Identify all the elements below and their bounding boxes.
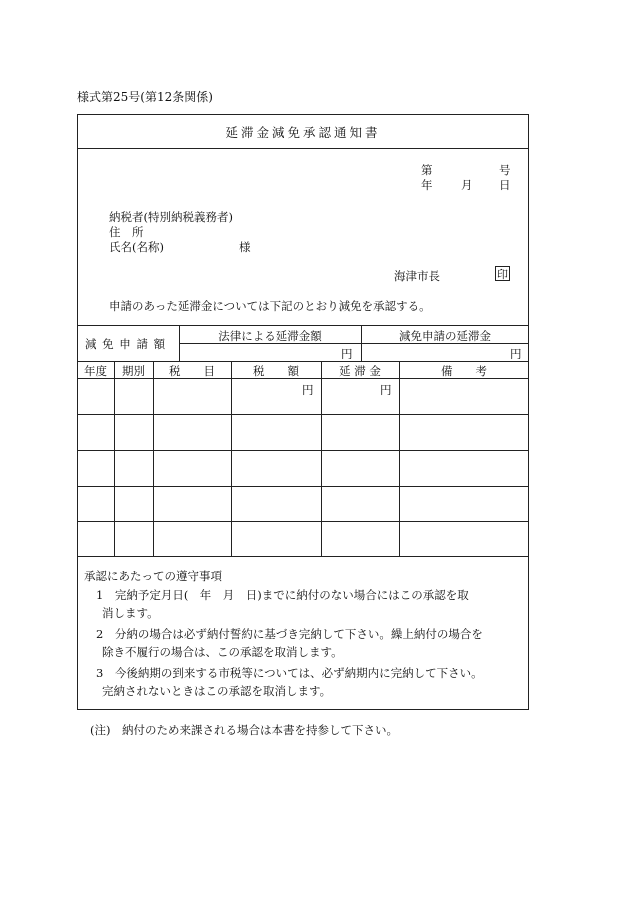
header-remarks: 備 考: [441, 364, 487, 378]
title-divider: [77, 148, 529, 149]
header-tax-item: 税 目: [169, 364, 215, 378]
legal-amount-unit: 円: [341, 347, 353, 361]
header-late-fee: 延 滞 金: [339, 364, 381, 378]
form-number: 様式第25号(第12条関係): [77, 90, 213, 104]
doc-number-suffix: 号: [499, 163, 511, 177]
late-fee-unit: 円: [380, 383, 392, 397]
table-row-line: [77, 521, 529, 522]
tax-amount-unit: 円: [302, 383, 314, 397]
section-divider: [77, 325, 529, 326]
requested-amount-header: 減免申請の延滞金: [399, 329, 491, 343]
table-col-divider: [153, 361, 154, 556]
table-bottom-line: [77, 556, 529, 557]
seal-mark: 印: [497, 268, 508, 281]
table-row-line: [77, 450, 529, 451]
doc-date-month: 月: [461, 178, 473, 192]
footer-note: (注) 納付のため来課される場合は本書を持参して下さい。: [90, 723, 398, 737]
header-period: 期別: [122, 364, 145, 378]
compliance-item-1-cont: 消します。: [102, 606, 159, 620]
table-col-divider: [321, 361, 322, 556]
issuer-name: 海津市長: [394, 269, 440, 283]
form-title: 延滞金減免承認通知書: [225, 125, 381, 140]
body-text: 申請のあった延滞金については下記のとおり減免を承認する。: [109, 299, 431, 313]
requested-amount-unit: 円: [510, 347, 522, 361]
table-row-line: [77, 486, 529, 487]
taxpayer-label: 納税者(特別納税義務者): [109, 210, 233, 224]
compliance-item-2: 2 分納の場合は必ず納付誓約に基づき完納して下さい。繰上納付の場合を: [96, 627, 483, 641]
doc-date-day: 日: [499, 178, 511, 192]
application-label: 減 免 申 請 額: [85, 337, 167, 351]
doc-number-prefix: 第: [421, 163, 433, 177]
compliance-item-3-cont: 完納されないときはこの承認を取消します。: [102, 684, 332, 698]
table-top-line: [77, 361, 529, 362]
compliance-item-2-cont: 除き不履行の場合は、この承認を取消します。: [102, 645, 343, 659]
table-col-divider: [399, 361, 400, 556]
header-tax-amount: 税 額: [253, 364, 299, 378]
table-col-divider: [231, 361, 232, 556]
compliance-item-1: 1 完納予定月日( 年 月 日)までに納付のない場合にはこの承認を取: [96, 588, 469, 602]
compliance-item-3: 3 今後納期の到来する市税等については、必ず納期内に完納して下さい。: [96, 666, 483, 680]
table-row-line: [77, 414, 529, 415]
header-fiscal-year: 年度: [84, 364, 107, 378]
legal-amount-header: 法律による延滞金額: [218, 329, 322, 343]
honorific: 様: [239, 240, 251, 254]
table-col-divider: [114, 361, 115, 556]
name-label: 氏名(名称): [109, 240, 164, 254]
doc-date-year: 年: [421, 178, 433, 192]
address-label: 住 所: [109, 225, 144, 239]
compliance-heading: 承認にあたっての遵守事項: [84, 569, 222, 583]
